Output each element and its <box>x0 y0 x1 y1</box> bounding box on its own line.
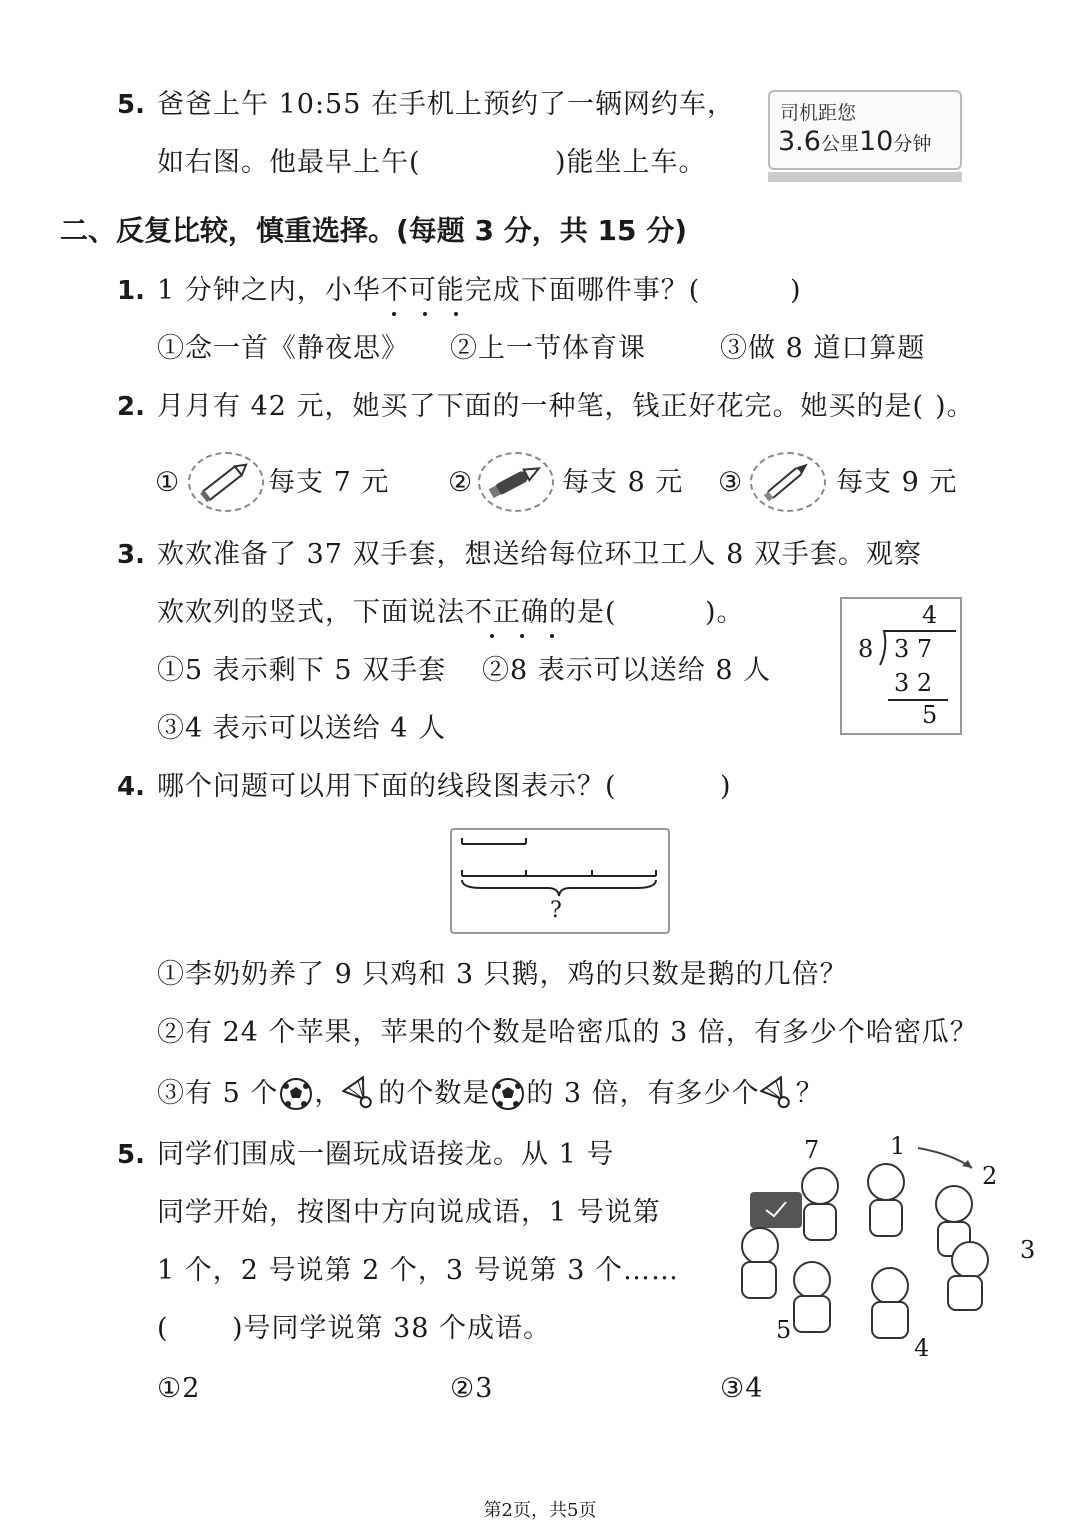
division-line <box>888 699 948 701</box>
q1-close: ) <box>790 275 802 306</box>
q5-line1: 同学们围成一圈玩成语接龙。从 1 号 <box>157 1139 615 1170</box>
q2-option-1-label: ① <box>155 467 181 498</box>
diagram-question-mark: ? <box>550 898 562 923</box>
ride-time: 10 <box>858 126 894 157</box>
emphasis-dot <box>550 634 554 638</box>
soccer-ball-icon <box>278 1076 314 1112</box>
q5-option-3: ③4 <box>720 1373 764 1404</box>
q2-option-2-price: 每支 8 元 <box>562 467 684 498</box>
q3-option-2: ②8 表示可以送给 8 人 <box>482 655 772 686</box>
q5-top-line2-pre: 如右图。他最早上午( <box>157 147 421 178</box>
q5-top-number: 5. <box>117 90 145 120</box>
q5-top-line1: 爸爸上午 10:55 在手机上预约了一辆网约车， <box>157 89 735 120</box>
q1-option-1: ①念一首《静夜思》 <box>157 333 409 364</box>
q4-close: ) <box>720 771 732 802</box>
shuttlecock-icon <box>342 1076 378 1112</box>
division-box <box>840 597 962 735</box>
line-segment-diagram <box>450 828 670 934</box>
ride-card-info <box>778 126 931 157</box>
soccer-ball-icon <box>490 1076 526 1112</box>
child-label-4: 4 <box>914 1334 930 1362</box>
emphasis-dot <box>454 312 458 316</box>
q3-option-3: ③4 表示可以送给 4 人 <box>157 713 447 744</box>
division-quotient: 4 <box>922 601 938 629</box>
page-footer: 第2页，共5页 <box>483 1500 597 1521</box>
division-dividend: 3 7 <box>894 635 933 663</box>
ride-distance: 3.6 <box>778 126 821 157</box>
division-divisor: 8 <box>858 635 874 663</box>
q5-number: 5. <box>117 1140 145 1170</box>
q2-close: )。 <box>935 391 975 422</box>
ride-card-bar <box>768 172 962 182</box>
child-label-5: 5 <box>776 1316 792 1344</box>
q2-option-2-label: ② <box>448 467 474 498</box>
q1-number: 1. <box>117 276 145 306</box>
section2-title: 二、反复比较，慎重选择。(每题 3 分，共 15 分) <box>60 214 688 247</box>
division-product: 3 2 <box>894 669 933 697</box>
shuttlecock-icon <box>760 1076 796 1112</box>
q5-option-1: ①2 <box>157 1373 201 1404</box>
q3-number: 3. <box>117 540 145 570</box>
division-remainder: 5 <box>922 701 938 729</box>
q5-line3: 1 个，2 号说第 2 个，3 号说第 3 个…… <box>157 1255 679 1286</box>
ride-card <box>768 90 962 170</box>
child-label-7: 7 <box>804 1136 820 1164</box>
emphasis-dot <box>490 634 494 638</box>
q4-option-3-part-e: ？ <box>795 1078 824 1109</box>
q4-option-3-part-d: 的 3 倍，有多少个 <box>526 1078 760 1109</box>
q2-option-3-price: 每支 9 元 <box>836 467 958 498</box>
child-label-2: 2 <box>982 1162 998 1190</box>
q3-line2-pre: 欢欢列的竖式，下面说法不正确的是( <box>157 597 617 628</box>
q2-option-3-label: ③ <box>718 467 744 498</box>
q2-number: 2. <box>117 392 145 422</box>
children-circle-illustration <box>720 1130 1050 1360</box>
q5-top-line2-post: )能坐上车。 <box>555 147 707 178</box>
q2-option-1-price: 每支 7 元 <box>268 467 390 498</box>
ride-card-title: 司机距您 <box>780 102 857 124</box>
q4-option-3-part-c: 的个数是 <box>378 1078 491 1109</box>
q4-number: 4. <box>117 772 145 802</box>
child-label-1: 1 <box>890 1132 906 1160</box>
q5-line4-pre: ( <box>157 1313 169 1344</box>
q1-option-3: ③做 8 道口算题 <box>720 333 926 364</box>
child-label-3: 3 <box>1020 1236 1036 1264</box>
ride-unit-min: 分钟 <box>893 133 932 155</box>
q4-option-1: ①李奶奶养了 9 只鸡和 3 只鹅，鸡的只数是鹅的几倍？ <box>157 959 848 990</box>
ballpoint-pen-icon <box>756 458 818 504</box>
q4-text: 哪个问题可以用下面的线段图表示？( <box>157 771 617 802</box>
q4-option-3 <box>157 1076 824 1112</box>
q1-text: 1 分钟之内，小华不可能完成下面哪件事？( <box>157 275 701 306</box>
fountain-pen-icon <box>484 458 546 504</box>
q4-option-3-part-b: ， <box>314 1078 343 1109</box>
pencil-icon <box>196 458 256 504</box>
q5-line2: 同学开始，按图中方向说成语，1 号说第 <box>157 1197 661 1228</box>
emphasis-dot <box>392 312 396 316</box>
q3-option-1: ①5 表示剩下 5 双手套 <box>157 655 447 686</box>
q5-option-2: ②3 <box>450 1373 494 1404</box>
ride-unit-km: 公里 <box>820 133 859 155</box>
q5-line4-post: )号同学说第 38 个成语。 <box>232 1313 552 1344</box>
q4-option-2: ②有 24 个苹果，苹果的个数是哈密瓜的 3 倍，有多少个哈密瓜？ <box>157 1017 978 1048</box>
q3-line1: 欢欢准备了 37 双手套，想送给每位环卫工人 8 双手套。观察 <box>157 539 922 570</box>
q1-option-2: ②上一节体育课 <box>450 333 646 364</box>
q3-line2-post: )。 <box>705 597 745 628</box>
q4-option-3-part-a: ③有 5 个 <box>157 1078 279 1109</box>
q2-text: 月月有 42 元，她买了下面的一种笔，钱正好花完。她买的是( <box>157 391 925 422</box>
emphasis-dot <box>520 634 524 638</box>
emphasis-dot <box>423 312 427 316</box>
